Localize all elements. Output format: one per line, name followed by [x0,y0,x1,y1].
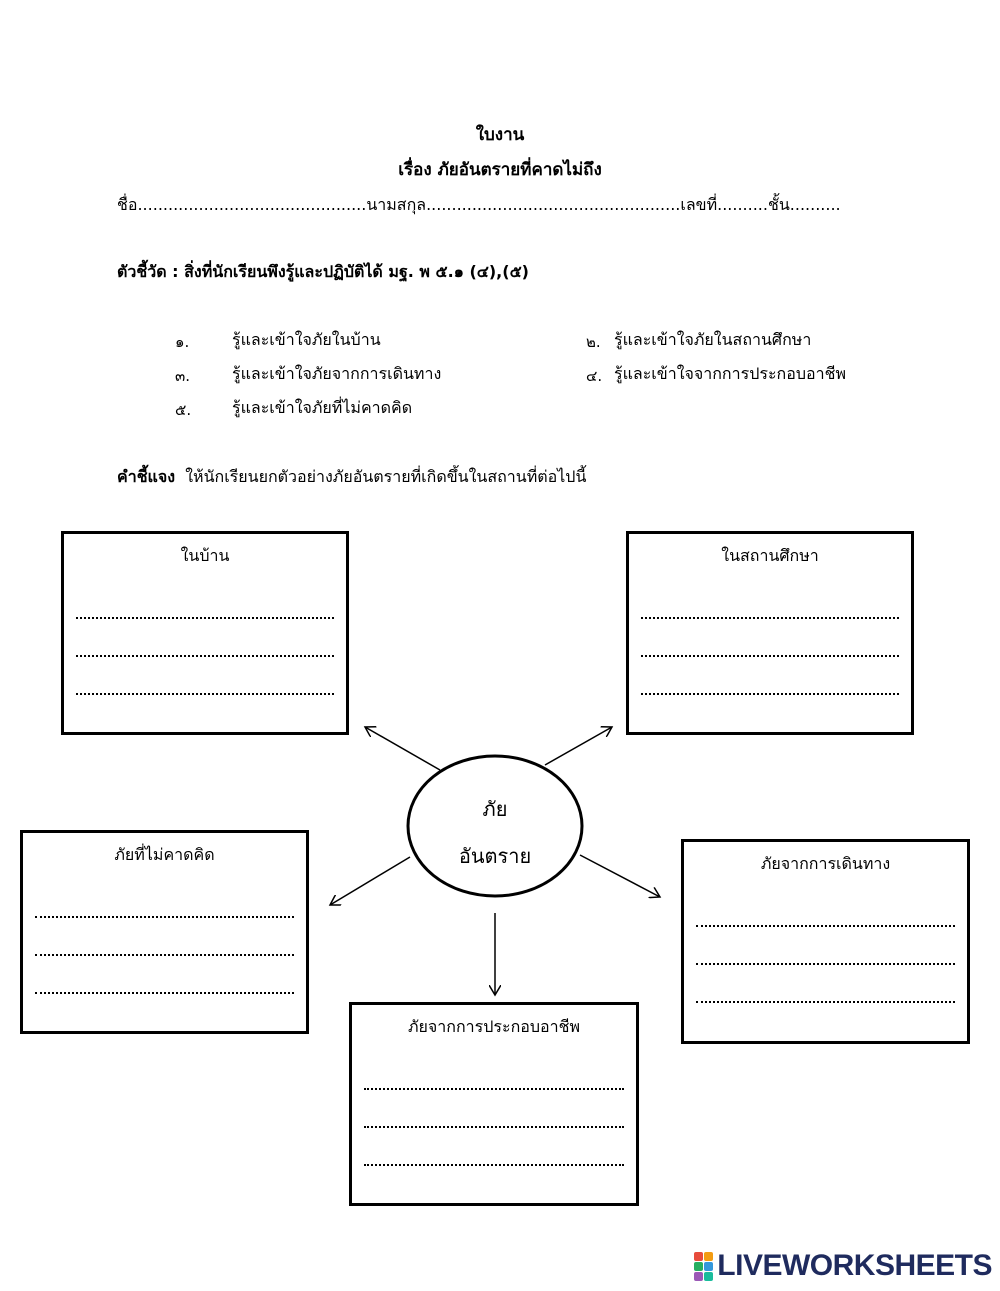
box-unexpected [20,830,309,1034]
worksheet-subtitle: เรื่อง ภัยอันตรายที่คาดไม่ถึง [398,160,602,180]
instruction-label: คำชี้แจง [117,467,176,486]
objective-num: ๓. [175,367,191,385]
answer-line[interactable] [76,655,334,657]
box-occupation-title: ภัยจากการประกอบอาชีพ [407,1017,581,1036]
center-label-2: อันตราย [458,844,532,868]
objective-text: รู้และเข้าใจภัยในสถานศึกษา [614,330,812,349]
liveworksheets-logo [694,1249,992,1283]
box-unexpected-title: ภัยที่ไม่คาดคิด [114,845,215,864]
answer-line[interactable] [364,1126,624,1128]
objective-text: รู้และเข้าใจภัยที่ไม่คาดคิด [232,398,413,417]
answer-line[interactable] [76,617,334,619]
indicator: ตัวชี้วัด : สิ่งที่นักเรียนพึงรู้และปฏิบัติได้ มฐ. พ ๕.๑ (๔),(๕) [117,262,529,281]
box-occupation [349,1002,639,1206]
answer-line[interactable] [76,693,334,695]
arrow-to-travel [580,855,660,897]
answer-line[interactable] [35,992,294,994]
box-home [61,531,349,735]
answer-line[interactable] [696,925,955,927]
logo-text: LIVEWORKSHEETS [717,1249,992,1282]
worksheet-title: ใบงาน [475,125,525,145]
arrow-to-home [365,727,440,770]
objective-num: ๕. [175,401,192,419]
objective-text: รู้และเข้าใจภัยจากการเดินทาง [232,364,442,383]
instruction-text: ให้นักเรียนยกตัวอย่างภัยอันตรายที่เกิดขึ้นในสถานที่ต่อไปนี้ [185,467,587,486]
center-label-1: ภัย [482,797,508,821]
box-travel [681,839,970,1044]
answer-line[interactable] [35,916,294,918]
box-home-title: ในบ้าน [180,546,230,565]
arrow-to-school [545,727,612,765]
arrow-to-unexpected [330,857,410,905]
answer-line[interactable] [696,1001,955,1003]
objective-num: ๒. [586,333,601,351]
answer-line[interactable] [696,963,955,965]
objective-text: รู้และเข้าใจจากการประกอบอาชีพ [614,364,846,383]
answer-line[interactable] [641,655,899,657]
name-line: ชื่อ.............................................นามสกุล..................................................เลขที่..........ชั้น.......... [117,195,841,214]
answer-line[interactable] [364,1088,624,1090]
objective-num: ๔. [586,367,603,385]
objective-num: ๑. [175,333,190,351]
answer-line[interactable] [641,617,899,619]
answer-line[interactable] [641,693,899,695]
box-school [626,531,914,735]
box-travel-title: ภัยจากการเดินทาง [760,854,891,873]
objective-text: รู้และเข้าใจภัยในบ้าน [232,330,381,349]
logo-tiles-icon [694,1252,713,1281]
center-ellipse [408,756,582,896]
box-school-title: ในสถานศึกษา [721,546,819,565]
answer-line[interactable] [364,1164,624,1166]
answer-line[interactable] [35,954,294,956]
